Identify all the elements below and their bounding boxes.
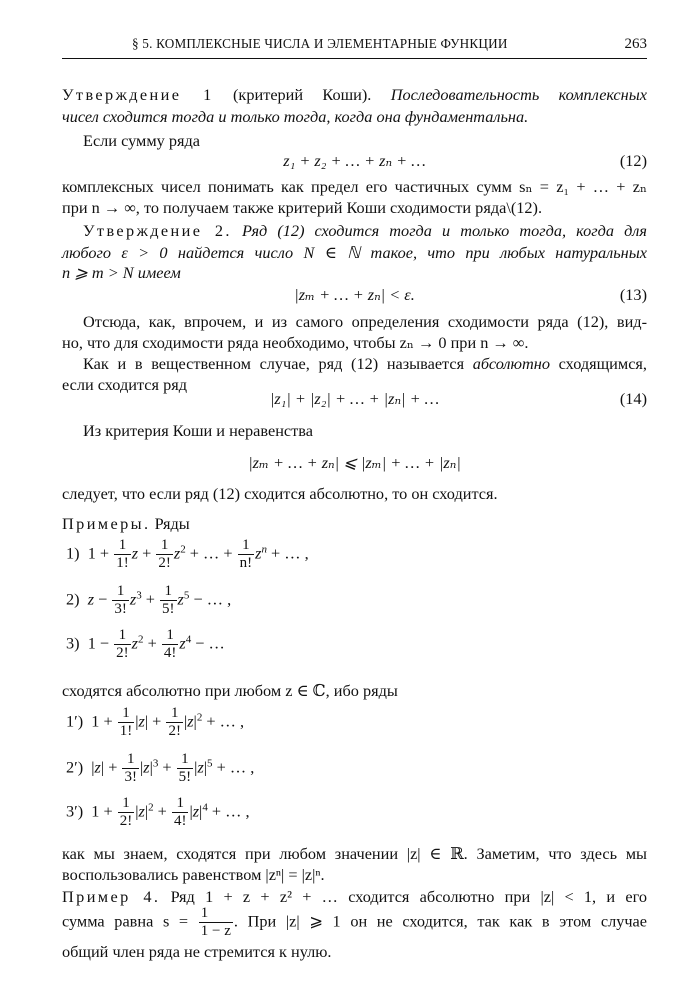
running-header xyxy=(62,34,647,59)
fraction xyxy=(160,584,177,617)
paragraph-4-text-a: Как и в вещественном случае, ряд (12) называется xyxy=(83,354,465,373)
paragraph-4-line-1 xyxy=(83,353,647,375)
numerator: 1 xyxy=(112,584,129,601)
numerator: 1 xyxy=(122,752,139,769)
examples-text: Ряды xyxy=(154,514,190,533)
numerator: 1 xyxy=(238,538,255,555)
example-4-text-2a: сумма равна s = xyxy=(62,911,189,931)
series-3p-number: 3′) xyxy=(66,801,84,821)
fraction xyxy=(238,538,255,571)
statement-2-line-3 xyxy=(62,262,647,284)
denominator: 2! xyxy=(168,722,181,739)
numerator: 1 xyxy=(162,628,179,645)
paragraph-7: сходятся абсолютно при любом z ∈ ℂ, ибо ряды xyxy=(62,681,398,700)
numerator: 1 xyxy=(118,796,135,813)
sum-fraction xyxy=(199,906,233,939)
denominator: n! xyxy=(239,554,253,571)
series-1p-number: 1′) xyxy=(66,711,84,731)
numerator: 1 xyxy=(118,706,135,723)
equation-14-formula: |z₁| + |z₂| + … + |zₙ| + … xyxy=(269,389,440,408)
fraction xyxy=(114,538,131,571)
example-4-text-2b: . При |z| ⩾ 1 он не сходится, так как в этом случае xyxy=(233,911,647,931)
fraction xyxy=(172,796,189,829)
series-1-number: 1) xyxy=(66,543,80,563)
equation-12-number: (12) xyxy=(619,151,647,170)
series-2p-number: 2′) xyxy=(66,757,84,777)
examples-label: Примеры. xyxy=(62,514,151,533)
fraction xyxy=(114,628,131,661)
numerator: 1 xyxy=(156,538,173,555)
numerator: 1 xyxy=(114,538,131,555)
series-2-number: 2) xyxy=(66,589,80,609)
series-3: 3) 1 − $\frac{1}{2!}$ $z^2$ + $\frac{1}{4!}$ $z^4$ − … xyxy=(66,627,225,661)
numerator: 1 xyxy=(160,584,177,601)
statement-2-line-2 xyxy=(62,242,647,264)
denominator: 1! xyxy=(116,554,129,571)
statement-2-label: Утверждение 2. xyxy=(83,221,232,240)
paragraph-4-emphasis: абсолютно xyxy=(472,354,550,373)
paragraph-2-line-1: комплексных чисел понимать как предел его частичных сумм sₙ = z₁ + … + zₙ xyxy=(62,177,647,196)
denominator: 2! xyxy=(116,644,129,661)
paragraph-4-line-2: если сходится ряд xyxy=(62,375,187,394)
equation-14-number: (14) xyxy=(619,389,647,408)
numerator: 1 xyxy=(172,796,189,813)
statement-1-line-1 xyxy=(62,84,647,106)
numerator: 1 xyxy=(114,628,131,645)
paragraph-3-line-2: но, что для сходимости ряда необходимо, чтобы zₙ → 0 при n → ∞. xyxy=(62,333,529,352)
equation-14 xyxy=(62,388,647,410)
statement-2-text-3: n ⩾ m > N имеем xyxy=(62,263,181,282)
fraction xyxy=(112,584,129,617)
statement-2-text: Ряд (12) сходится тогда и только тогда, когда для xyxy=(241,221,647,240)
inequality xyxy=(62,452,647,474)
denominator: 4! xyxy=(173,812,187,829)
statement-1-text: Последовательность комплексных xyxy=(390,85,647,104)
inequality-formula: |zₘ + … + zₙ| ⩽ |zₘ| + … + |zₙ| xyxy=(248,453,461,472)
paragraph-8-line-2: воспользовались равенством |zⁿ| = |z|ⁿ. xyxy=(62,865,325,884)
series-2: 2) z − $\frac{1}{3!}$ $z^3$ + $\frac{1}{5!}$ $z^5$ − … , xyxy=(66,583,232,617)
denominator: 5! xyxy=(178,768,192,785)
example-4-line-3: общий член ряда не стремится к нулю. xyxy=(62,942,332,961)
equation-12 xyxy=(62,150,647,172)
denominator: 2! xyxy=(119,812,133,829)
denominator: 3! xyxy=(124,768,137,785)
series-1: 1) 1 + $\frac{1}{1!}$ z + $\frac{1}{2!}$ $z^2$ + … + $\frac{1}{n!}$ $z^n$ + … , xyxy=(66,537,309,571)
denominator: 4! xyxy=(163,644,177,661)
paragraph-8-line-1: как мы знаем, сходятся при любом значении |z| ∈ ℝ. Заметим, что здесь мы xyxy=(62,844,647,863)
equation-13 xyxy=(62,284,647,306)
paragraph-3-line-1: Отсюда, как, впрочем, и из самого определения сходимости ряда (12), вид- xyxy=(83,312,647,331)
numerator: 1 xyxy=(177,752,194,769)
paragraph-4-text-c: сходящимся, xyxy=(558,354,647,373)
paragraph-1: Если сумму ряда xyxy=(83,131,200,150)
fraction xyxy=(118,796,135,829)
page-number: 263 xyxy=(624,36,647,52)
numerator: 1 xyxy=(166,706,183,723)
series-2-prime: 2′) |z| + $\frac{1}{3!}$ $|z|^3$ + $\frac{1}{5!}$ $|z|^5$ + … , xyxy=(66,751,255,785)
series-1-term-0: 1 + xyxy=(87,543,110,563)
paragraph-2-line-2: при n → ∞, то получаем также критерий Коши сходимости ряда\(12). xyxy=(62,198,543,217)
statement-1-paren: (критерий Коши). xyxy=(233,85,372,104)
denominator: 1! xyxy=(119,722,133,739)
statement-1-text-2: чисел сходится тогда и только тогда, когда она фундаментальна. xyxy=(62,107,529,126)
fraction xyxy=(156,538,173,571)
series-1-prime: 1′) 1 + $\frac{1}{1!}$ |z| + $\frac{1}{2!}$ $|z|^2$ + … , xyxy=(66,705,245,739)
denominator: 2! xyxy=(158,554,171,571)
fraction xyxy=(162,628,179,661)
statement-2-line-1 xyxy=(83,220,647,242)
example-4-line-1 xyxy=(62,886,647,908)
equation-13-formula: |zₘ + … + zₙ| < ε. xyxy=(294,285,415,304)
statement-2-text-2: любого ε > 0 найдется число N ∈ ℕ такое, что при любых натуральных xyxy=(62,243,647,262)
examples-heading xyxy=(62,513,647,535)
fraction xyxy=(118,706,135,739)
denominator: 5! xyxy=(162,600,175,617)
equation-12-formula: z₁ + z₂ + … + zₙ + … xyxy=(283,151,426,170)
series-3-prime: 3′) 1 + $\frac{1}{2!}$ $|z|^2$ + $\frac{1}{4!}$ $|z|^4$ + … , xyxy=(66,795,250,829)
series-3-number: 3) xyxy=(66,633,80,653)
sum-numerator: 1 xyxy=(199,906,233,923)
example-4-label: Пример 4. xyxy=(62,887,161,906)
statement-1-label: Утверждение 1 xyxy=(62,85,214,104)
example-4-text: Ряд 1 + z + z² + … сходится абсолютно при |z| < 1, и его xyxy=(170,887,647,906)
equation-13-number: (13) xyxy=(619,285,647,304)
fraction xyxy=(166,706,183,739)
denominator: 3! xyxy=(114,600,127,617)
header-title: § 5. КОМПЛЕКСНЫЕ ЧИСЛА И ЭЛЕМЕНТАРНЫЕ ФУНКЦИИ xyxy=(132,36,508,51)
statement-1-line-2 xyxy=(62,106,647,128)
paragraph-5: Из критерия Коши и неравенства xyxy=(83,421,313,440)
sum-denominator: 1 − z xyxy=(200,922,231,939)
example-4-line-2 xyxy=(62,906,647,939)
paragraph-6: следует, что если ряд (12) сходится абсолютно, то он сходится. xyxy=(62,484,498,503)
fraction xyxy=(177,752,194,785)
fraction xyxy=(122,752,139,785)
